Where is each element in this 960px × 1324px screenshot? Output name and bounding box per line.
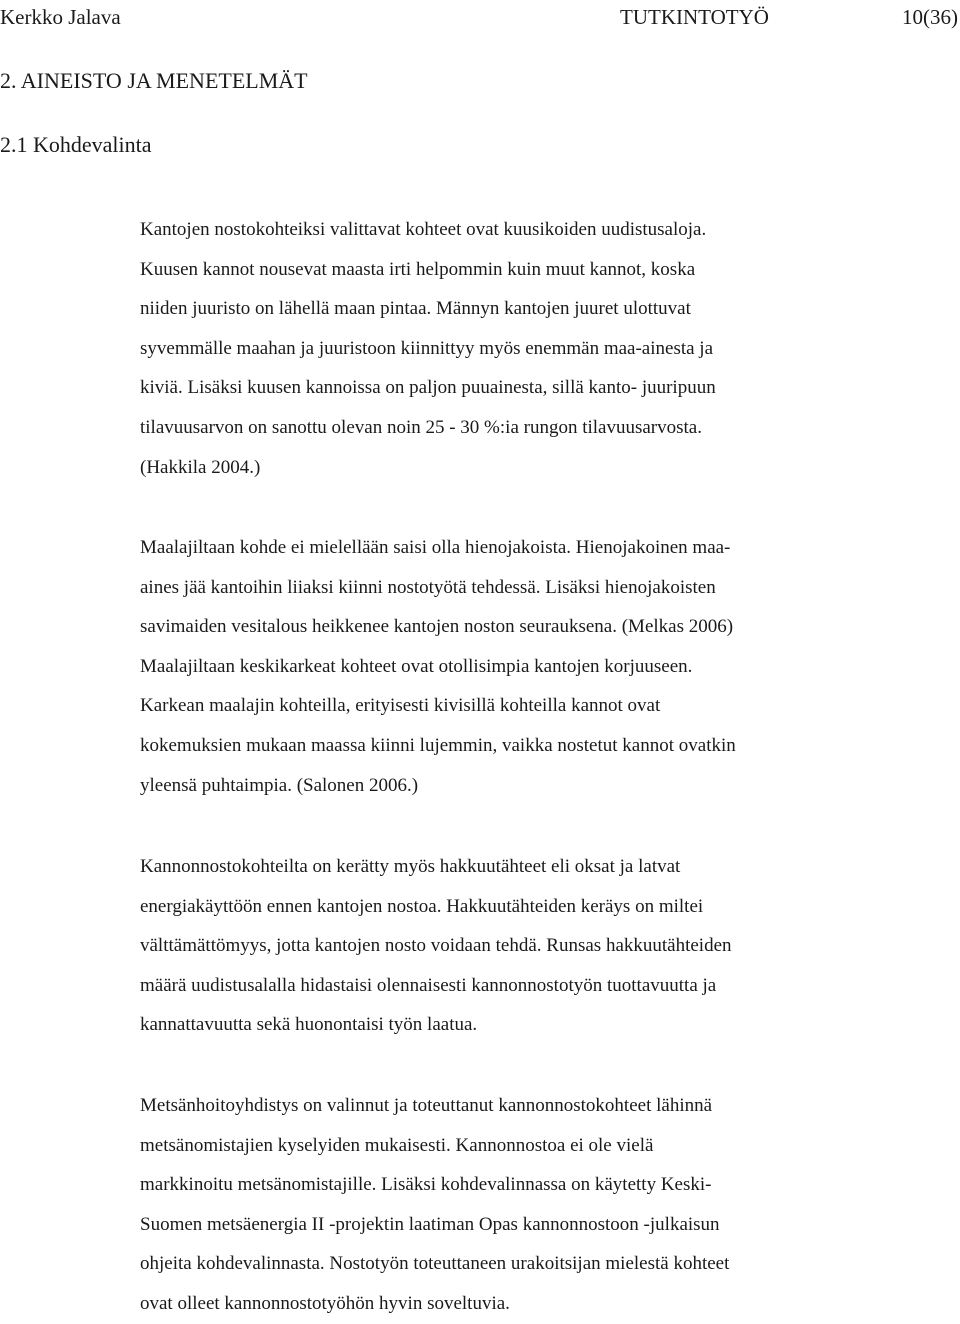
paragraph-line: tilavuusarvon on sanottu olevan noin 25 - 30 %:ia rungon tilavuusarvosta. — [140, 416, 702, 438]
paragraph-line: kiviä. Lisäksi kuusen kannoissa on paljon puuainesta, sillä kanto- juuripuun — [140, 377, 716, 399]
paragraph-line: Maalajiltaan keskikarkeat kohteet ovat otollisimpia kantojen korjuuseen. — [140, 655, 693, 677]
paragraph-line: määrä uudistusalalla hidastaisi olennaisesti kannonnostotyön tuottavuutta ja — [140, 974, 717, 996]
paragraph-line: Suomen metsäenergia II -projektin laatiman Opas kannonnostoon -julkaisun — [140, 1213, 720, 1235]
paragraph-3 — [140, 847, 880, 1045]
header-page-number: 10(36) — [902, 5, 958, 29]
paragraph-4 — [140, 1086, 880, 1324]
paragraph-line: metsänomistajien kyselyiden mukaisesti. Kannonnostoa ei ole vielä — [140, 1134, 654, 1156]
paragraph-line: välttämättömyys, jotta kantojen nosto voidaan tehdä. Runsas hakkuutähteiden — [140, 935, 732, 957]
paragraph-line: yleensä puhtaimpia. (Salonen 2006.) — [140, 774, 419, 796]
paragraph-line: kokemuksien mukaan maassa kiinni lujemmin, vaikka nostetut kannot ovatkin — [140, 734, 736, 756]
page-header — [0, 4, 960, 30]
paragraph-line: (Hakkila 2004.) — [140, 456, 261, 478]
header-author: Kerkko Jalava — [0, 5, 121, 29]
paragraph-line: energiakäyttöön ennen kantojen nostoa. Hakkuutähteiden keräys on miltei — [140, 895, 704, 917]
paragraph-line: savimaiden vesitalous heikkenee kantojen noston seurauksena. (Melkas 2006) — [140, 616, 734, 638]
paragraph-line: ohjeita kohdevalinnasta. Nostotyön toteuttaneen urakoitsijan mielestä kohteet — [140, 1253, 730, 1275]
paragraph-1 — [140, 210, 880, 487]
header-document-type: TUTKINTOTYÖ — [620, 5, 769, 29]
paragraph-line: niiden juuristo on lähellä maan pintaa. Männyn kantojen juuret ulottuvat — [140, 298, 691, 320]
paragraph-line: Maalajiltaan kohde ei mielellään saisi olla hienojakoista. Hienojakoinen maa- — [140, 537, 731, 558]
paragraph-line: Karkean maalajin kohteilla, erityisesti kivisillä kohteilla kannot ovat — [140, 695, 661, 717]
paragraph-line: ovat olleet kannonnostotyöhön hyvin soveltuvia. — [140, 1292, 510, 1314]
paragraph-line: syvemmälle maahan ja juuristoon kiinnittyy myös enemmän maa-ainesta ja — [140, 337, 714, 359]
paragraph-line: Metsänhoitoyhdistys on valinnut ja toteuttanut kannonnostokohteet lähinnä — [140, 1095, 713, 1116]
paragraph-line: Kantojen nostokohteiksi valittavat kohteet ovat kuusikoiden uudistusaloja. — [140, 219, 707, 240]
paragraph-line: aines jää kantoihin liiaksi kiinni nostotyötä tehdessä. Lisäksi hienojakoisten — [140, 576, 716, 598]
subsection-heading: 2.1 Kohdevalinta — [0, 132, 152, 157]
paragraph-line: Kannonnostokohteilta on kerätty myös hakkuutähteet eli oksat ja latvat — [140, 856, 681, 877]
paragraph-line: Kuusen kannot nousevat maasta irti helpommin kuin muut kannot, koska — [140, 258, 696, 280]
paragraph-2 — [140, 528, 880, 805]
paragraph-line: markkinoitu metsänomistajille. Lisäksi kohdevalinnassa on käytetty Keski- — [140, 1174, 712, 1196]
section-heading: 2. AINEISTO JA MENETELMÄT — [0, 68, 308, 93]
paragraph-line: kannattavuutta sekä huonontaisi työn laatua. — [140, 1014, 478, 1036]
